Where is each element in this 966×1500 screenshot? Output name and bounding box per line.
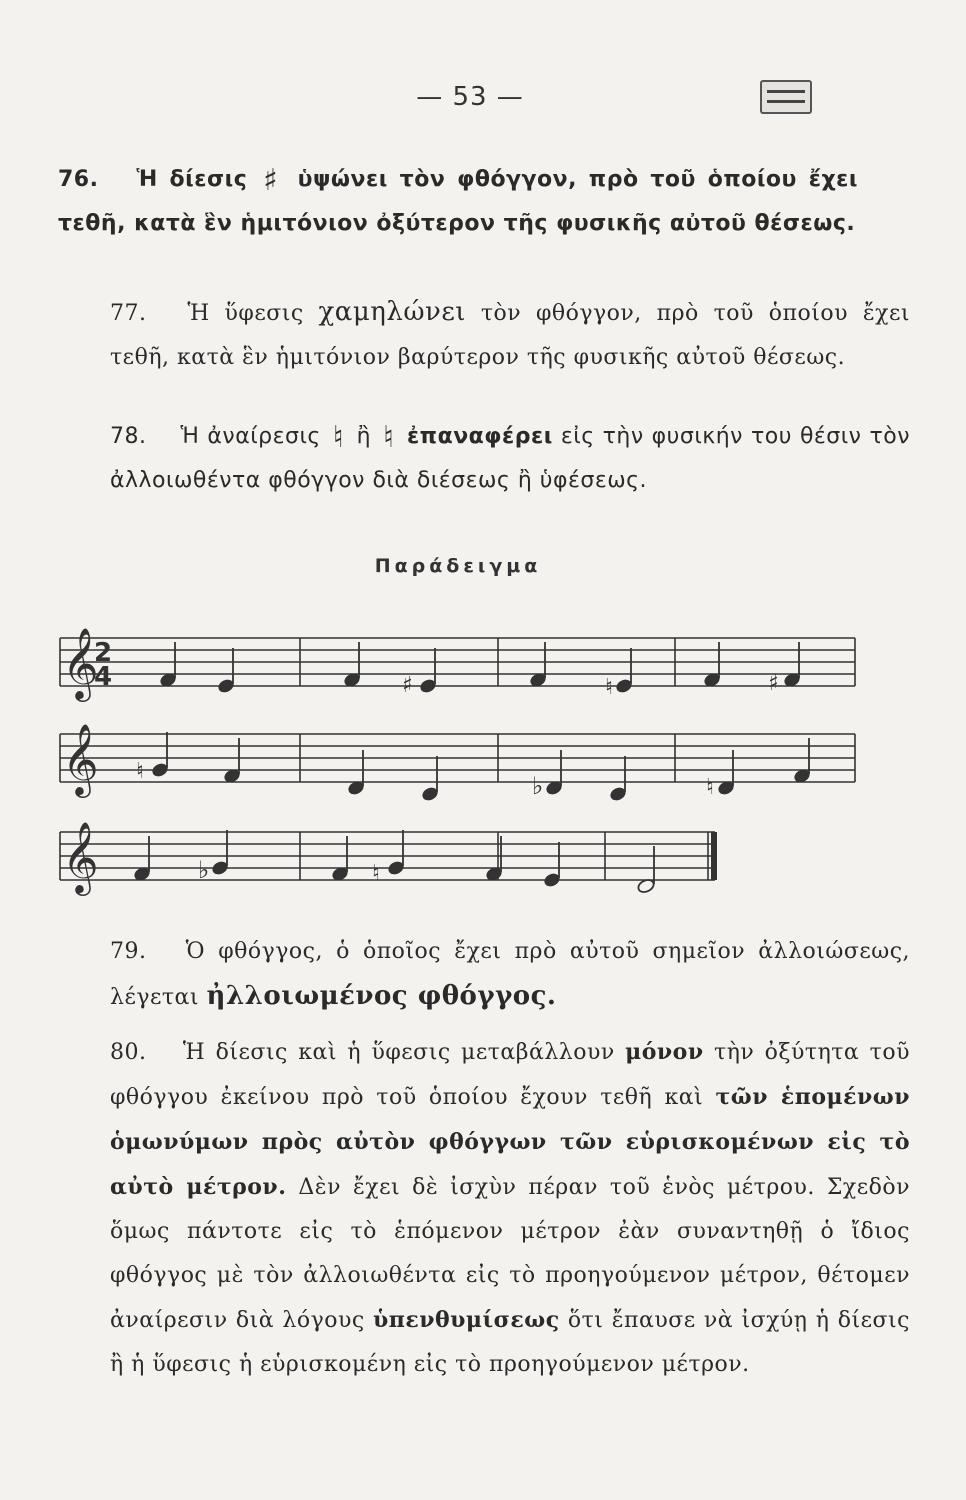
note: [784, 642, 801, 687]
time-signature-top: 2: [94, 638, 113, 668]
note: [160, 642, 177, 687]
paragraph-79: [58, 930, 910, 1020]
page-number: — 53 —: [416, 82, 524, 112]
music-example: [50, 610, 870, 900]
note: [422, 756, 439, 801]
note: [218, 648, 235, 693]
paragraph-text: ἢ: [356, 424, 372, 449]
paragraph-text: ὅτι ἔπαυσε νὰ ἰσχύῃ ἡ δίεσις ἢ ἡ ὕφεσις ἡ εὑρισκομένη εἰς τὸ προηγούμενον μέτρον.: [110, 1308, 910, 1377]
note: [388, 830, 405, 875]
paragraph-text: Ὁ φθόγγος, ὁ ὁποῖος ἔχει πρὸ αὐτοῦ σημεῖον ἀλλοιώσεως, λέγεται: [110, 939, 911, 1010]
emphasis-text: τῶν ἑπομένων ὁμωνύμων πρὸς αὐτὸν φθόγγων τῶν εὑρισκομένων εἰς τὸ αὐτὸ μέτρον.: [110, 1084, 910, 1200]
note: [348, 750, 365, 795]
paragraph-78: [58, 412, 910, 503]
natural-icon: ♮: [332, 420, 345, 455]
library-stamp-icon: [760, 80, 812, 114]
note: [212, 830, 229, 875]
note: [134, 836, 151, 881]
paragraph-80: [58, 1030, 910, 1387]
paragraph-number: 76.: [58, 167, 99, 192]
paragraph-number: 80.: [110, 1040, 147, 1065]
paragraph-text: Ἡ ὕφεσις: [187, 301, 304, 326]
emphasis-text: χαμηλώνει: [318, 297, 466, 327]
note: [152, 732, 169, 777]
note: [420, 648, 437, 693]
emphasis-text: μόνον: [625, 1039, 704, 1065]
time-signature-bottom: 4: [94, 662, 113, 692]
note: [544, 842, 561, 887]
paragraph-text: ὑψώνει τὸν φθόγγον, πρὸ τοῦ ὁποίου ἔχει τεθῆ, κατὰ ἓν ἡμιτόνιον ὀξύτερον τῆς φυσικῆς αὐτοῦ θέσεως.: [58, 167, 858, 236]
paragraph-76: [58, 155, 858, 246]
staff-1: [60, 638, 855, 686]
paragraph-text: Ἡ δίεσις: [136, 167, 248, 192]
note: [344, 642, 361, 687]
note: [224, 738, 241, 783]
paragraph-text: τὴν ὀξύτητα τοῦ φθόγγου ἐκείνου πρὸ τοῦ ὁποίου ἔχουν τεθῆ καὶ: [110, 1040, 910, 1110]
paragraph-text: τὸν φθόγγον, πρὸ τοῦ ὁποίου ἔχει τεθῆ, κατὰ ἓν ἡμιτόνιον βαρύτερον τῆς φυσικῆς αὐτοῦ θέσεως.: [110, 301, 910, 370]
sharp-icon: ♯: [768, 671, 779, 696]
paragraph-text: Ἡ ἀναίρεσις: [180, 424, 321, 449]
example-heading: Παράδειγμα: [374, 555, 542, 577]
paragraph-text: Ἡ δίεσις καὶ ἡ ὕφεσις μεταβάλλουν: [182, 1040, 615, 1065]
note: [794, 738, 811, 783]
note: [610, 756, 627, 801]
paragraph-number: 78.: [110, 424, 147, 449]
paragraph-text: εἰς τὴν φυσικήν του θέσιν τὸν ἀλλοιωθέντα φθόγγον διὰ διέσεως ἢ ὑφέσεως.: [110, 424, 910, 493]
sharp-icon: ♯: [402, 673, 413, 698]
natural-icon: ♮: [136, 759, 144, 784]
natural-icon: ♮: [706, 775, 714, 800]
note: [718, 750, 735, 795]
flat-icon: ♭: [198, 856, 210, 884]
note: [530, 642, 547, 687]
note: [616, 648, 633, 693]
natural-icon: ♮: [383, 420, 395, 455]
emphasis-text: ὑπενθυμίσεως: [372, 1307, 560, 1333]
paragraph-number: 79.: [110, 939, 147, 964]
flat-icon: ♭: [532, 772, 544, 800]
treble-clef-icon: 𝄞: [62, 626, 99, 699]
emphasis-text: ἐπαναφέρει: [406, 424, 553, 449]
note: [332, 836, 349, 881]
sharp-icon: ♯: [263, 163, 282, 198]
paragraph-number: 77.: [110, 301, 147, 326]
note: [704, 642, 721, 687]
natural-icon: ♮: [605, 675, 613, 700]
half-note: [636, 846, 655, 894]
paragraph-text: Δὲν ἔχει δὲ ἰσχὺν πέραν τοῦ ἑνὸς μέτρου. Σχεδὸν ὅμως πάντοτε εἰς τὸ ἑπόμενον μέτρον ἐὰν συναντηθῇ ὁ ἴδιος φθόγγος μὲ τὸν ἀλλοιωθέντα εἰς τὸ προηγούμενον μέτρον, θέτομεν ἀναίρεσιν διὰ λόγους: [110, 1175, 911, 1333]
final-barline: [711, 832, 717, 880]
paragraph-77: [58, 290, 910, 380]
staff-3: [60, 832, 715, 880]
note: [486, 836, 503, 881]
note: [546, 750, 563, 795]
treble-clef-icon: 𝄞: [62, 722, 99, 795]
natural-icon: ♮: [372, 861, 380, 886]
treble-clef-icon: 𝄞: [62, 820, 99, 893]
staff-2: [60, 734, 855, 782]
emphasis-text: ἠλλοιωμένος φθόγγος.: [206, 981, 557, 1011]
